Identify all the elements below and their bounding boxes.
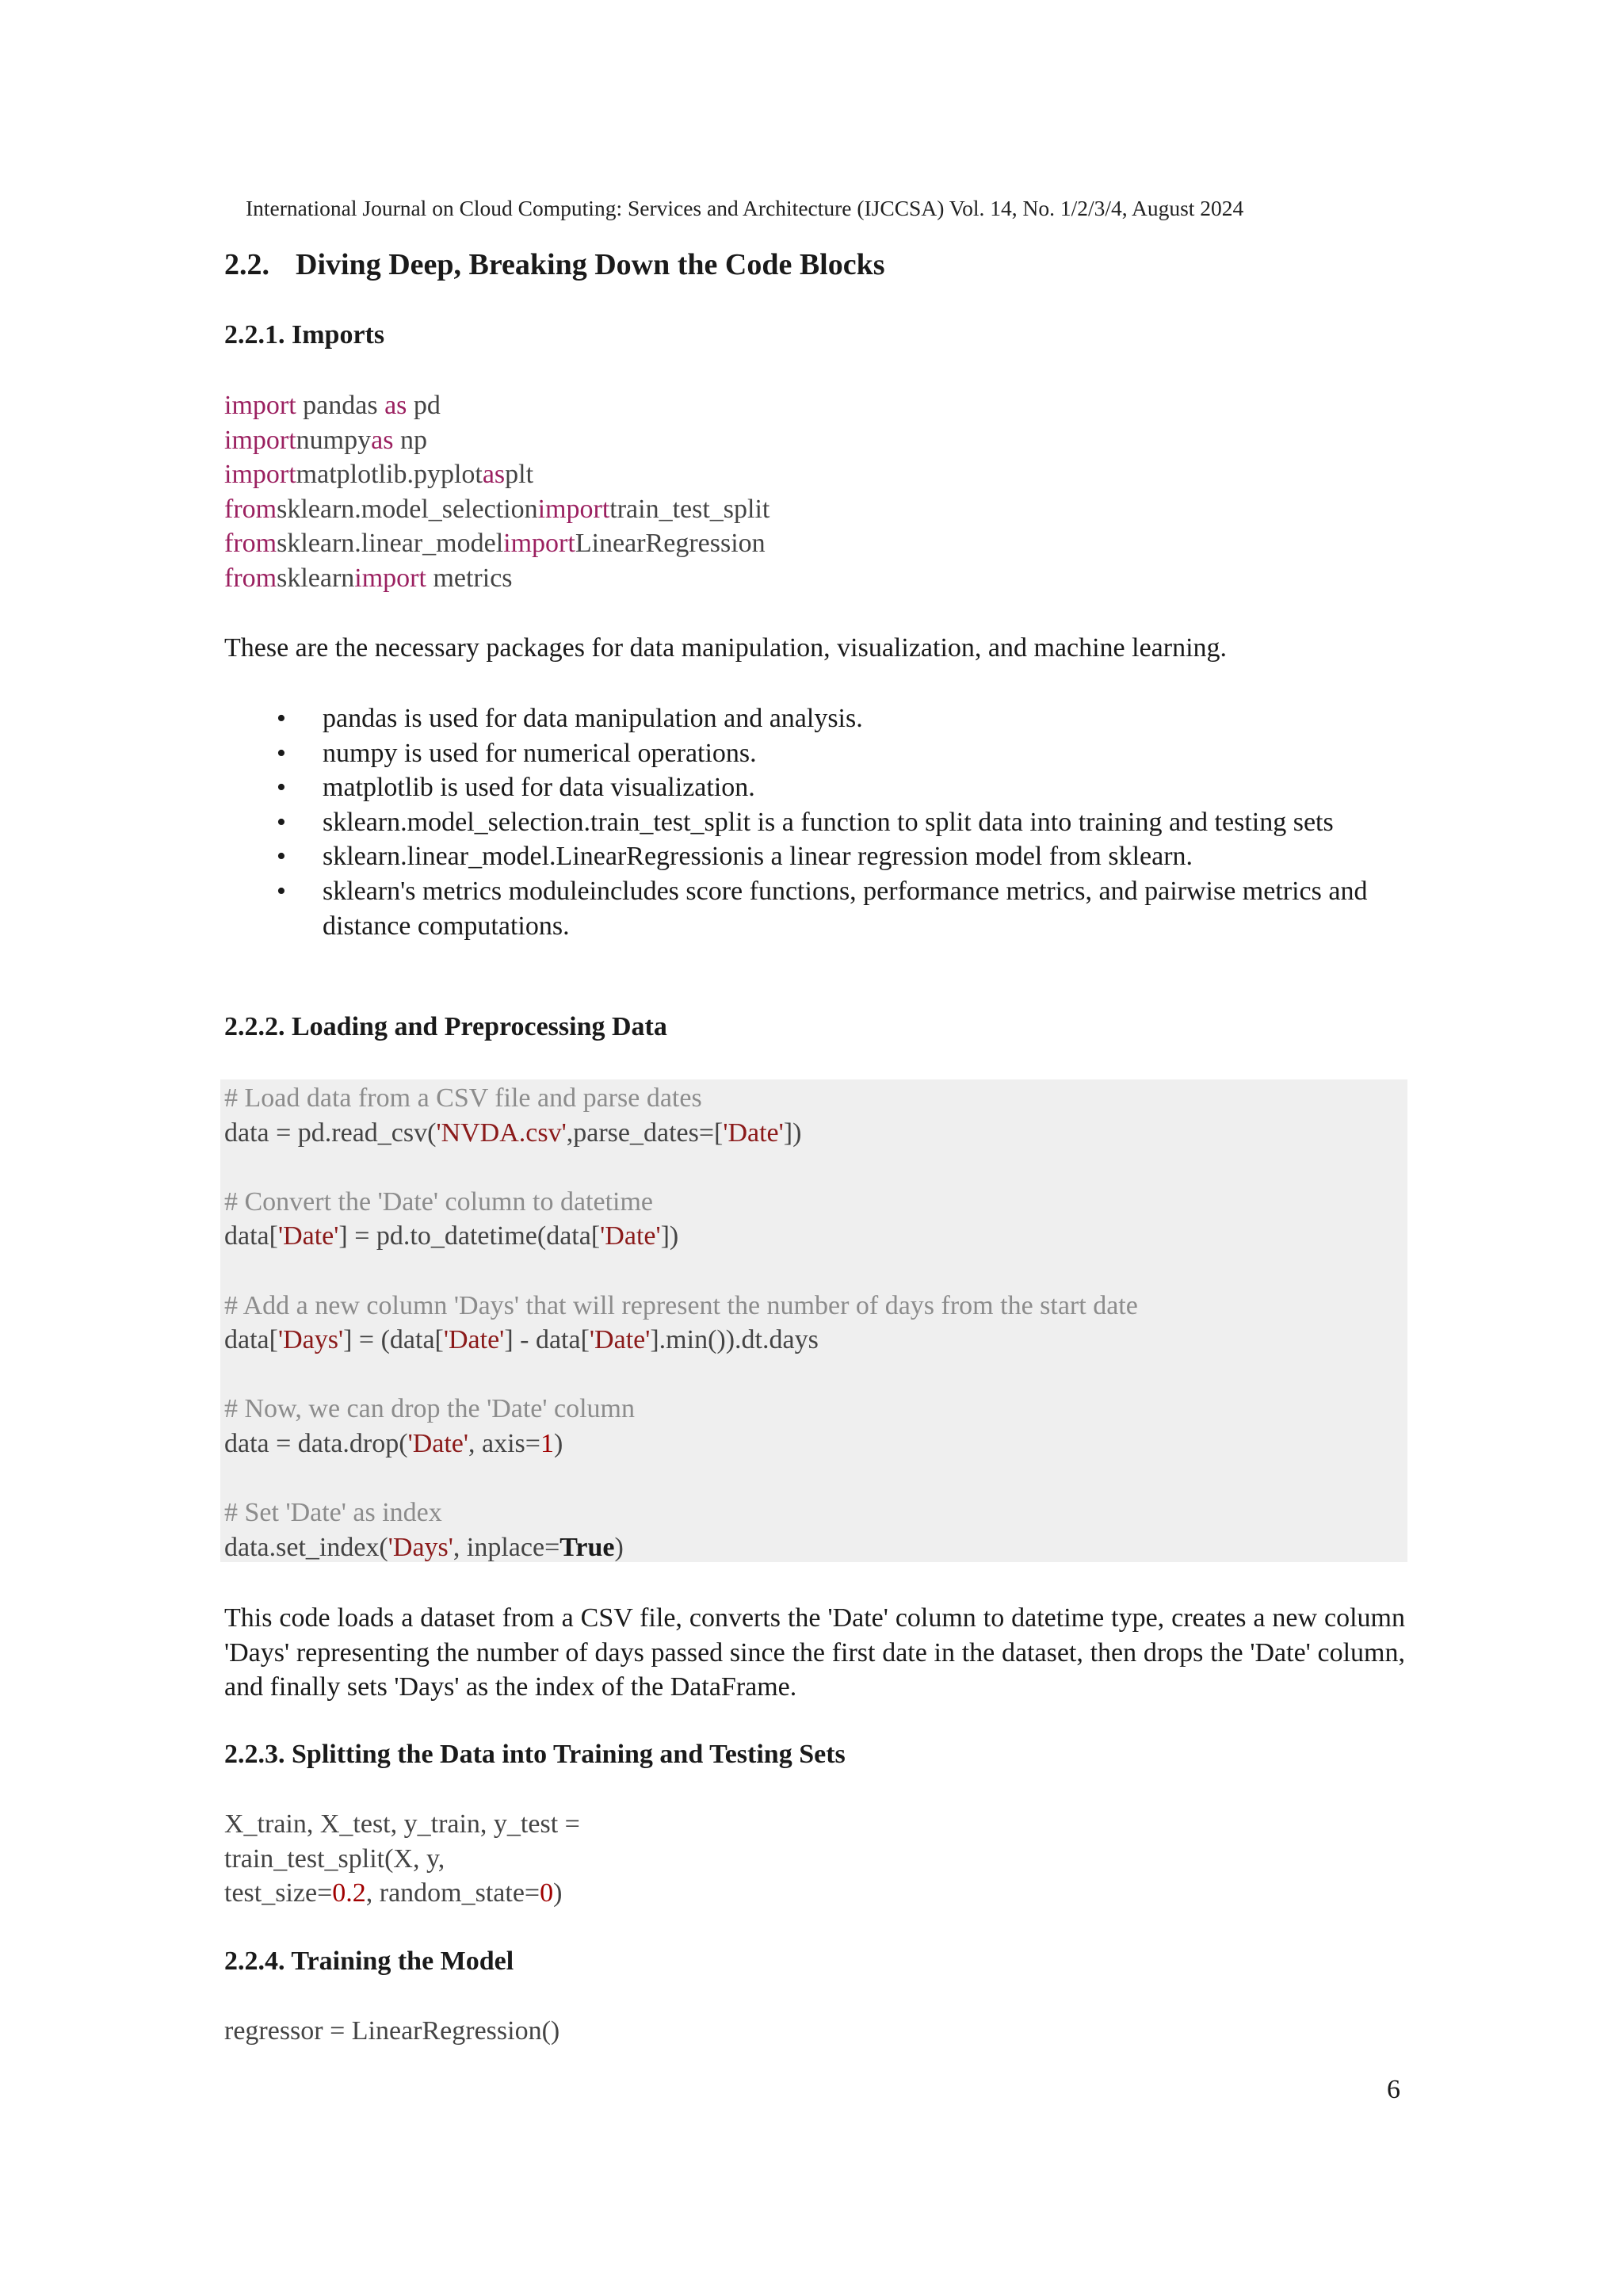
code-line (224, 1461, 1138, 1496)
section-number: 2.2. (224, 248, 269, 281)
code-line (224, 388, 769, 423)
code-line (224, 561, 769, 596)
subsection-heading-splitting: 2.2.3. Splitting the Data into Training and Testing Sets (224, 1740, 846, 1769)
code-token: ] = pd.to_datetime(data[ (338, 1221, 601, 1251)
code-token: sklearn.model_selection (277, 494, 538, 524)
code-string: 'Date' (600, 1221, 661, 1251)
code-string: 'Date' (277, 1221, 339, 1251)
code-line (224, 457, 769, 492)
code-token: np (393, 425, 427, 455)
code-token: ,parse_dates=[ (566, 1117, 724, 1148)
code-token: data[ (224, 1325, 278, 1355)
code-token: plt (505, 460, 534, 490)
code-token: True (559, 1532, 615, 1562)
code-line (224, 1150, 1138, 1185)
code-token: X_train, X_test, y_train, y_test = (224, 1809, 580, 1839)
code-line (224, 1842, 580, 1877)
code-token: ].min()).dt.days (650, 1325, 819, 1355)
code-number: 0.2 (332, 1878, 366, 1908)
code-token: , inplace= (453, 1532, 560, 1562)
code-keyword: import (224, 391, 296, 420)
bullet-item: • sklearn.model_selection.train_test_split is a function to split data into training and testing sets (224, 805, 1405, 840)
imports-code-block (224, 388, 769, 596)
code-number: 0 (540, 1878, 554, 1908)
section-heading (224, 247, 885, 282)
code-token: data[ (224, 1221, 278, 1251)
code-token: data.set_index( (224, 1532, 388, 1562)
bullet-dot: • (277, 842, 286, 872)
code-line (224, 1807, 580, 1842)
page-number: 6 (1387, 2075, 1400, 2104)
code-string: 'Days' (277, 1325, 344, 1355)
code-line (224, 526, 769, 561)
bullet-item: • sklearn's metrics moduleincludes score functions, performance metrics, and pairwise metrics and distance computations. (224, 874, 1405, 943)
code-token: ]) (783, 1117, 802, 1148)
code-token: data = data.drop( (224, 1428, 408, 1458)
bullet-item: • numpy is used for numerical operations. (224, 736, 1405, 771)
code-token: numpy (296, 425, 372, 455)
code-line (224, 1323, 1138, 1358)
code-token: train_test_split(X, y, (224, 1843, 445, 1874)
bullet-dot: • (277, 807, 286, 837)
code-keyword: import (224, 425, 296, 455)
journal-running-header: International Journal on Cloud Computing: Services and Architecture (IJCCSA) Vol. 14, No. 1/2/3/4, August 2024 (246, 196, 1244, 220)
code-token: train_test_split (609, 494, 770, 524)
bullet-dot: • (277, 773, 286, 803)
code-token: pandas (296, 391, 385, 420)
code-number: 1 (540, 1428, 554, 1458)
code-token: ) (553, 1878, 563, 1908)
bullet-item: • sklearn.linear_model.LinearRegressionis a linear regression model from sklearn. (224, 839, 1405, 874)
code-token: ) (553, 1428, 563, 1458)
code-line (224, 1289, 1138, 1324)
code-keyword: from (224, 563, 277, 593)
code-keyword: from (224, 529, 277, 559)
bullet-dot: • (277, 876, 286, 906)
code-line (224, 423, 769, 458)
bullet-item: • matplotlib is used for data visualization. (224, 770, 1405, 805)
code-line (224, 1116, 1138, 1151)
subsection-heading-training: 2.2.4. Training the Model (224, 1946, 514, 1976)
code-keyword: import (224, 460, 296, 490)
code-comment: # Set 'Date' as index (224, 1498, 442, 1528)
code-keyword: import (537, 494, 610, 524)
code-token: ]) (660, 1221, 679, 1251)
loading-code-block (224, 1081, 1138, 1564)
loading-description: This code loads a dataset from a CSV file, converts the 'Date' column to datetime type, creates a new column 'Days' representing the number of days passed since the first date in the dataset, then drops the 'Date' column, and finally sets 'Days' as the index of the DataFrame. (224, 1603, 1405, 1702)
code-token: matplotlib.pyplot (296, 460, 483, 490)
bullet-dot: • (277, 704, 286, 733)
code-keyword: as (371, 425, 394, 455)
code-token: data = pd.read_csv( (224, 1117, 437, 1148)
code-comment: # Convert the 'Date' column to datetime (224, 1186, 653, 1217)
code-line (224, 1876, 580, 1911)
code-token: ] - data[ (504, 1325, 590, 1355)
code-string: 'Date' (589, 1325, 651, 1355)
code-comment: # Load data from a CSV file and parse dates (224, 1083, 702, 1113)
code-token: LinearRegression (575, 529, 766, 559)
code-string: 'NVDA.csv' (436, 1117, 567, 1148)
code-token: , axis= (468, 1428, 540, 1458)
code-line (224, 1530, 1138, 1565)
code-keyword: from (224, 494, 277, 524)
code-line (224, 1427, 1138, 1461)
code-line (224, 1081, 1138, 1116)
imports-description: These are the necessary packages for data manipulation, visualization, and machine learning. (224, 633, 1228, 663)
code-string: 'Date' (443, 1325, 505, 1355)
code-string: 'Date' (407, 1428, 469, 1458)
code-token: regressor = LinearRegression() (224, 2016, 560, 2046)
code-string: 'Date' (723, 1117, 784, 1148)
code-keyword: import (503, 529, 575, 559)
code-token: ] = (data[ (343, 1325, 444, 1355)
code-line (224, 1219, 1138, 1254)
code-keyword: as (482, 460, 506, 490)
code-comment: # Now, we can drop the 'Date' column (224, 1394, 636, 1424)
bullet-dot: • (277, 738, 286, 768)
package-bullet-list (224, 701, 1405, 943)
code-keyword: import (354, 563, 426, 593)
code-token: metrics (426, 563, 513, 593)
bullet-item: • pandas is used for data manipulation and analysis. (224, 701, 1405, 736)
code-line (224, 492, 769, 527)
code-token: test_size= (224, 1878, 333, 1908)
subsection-heading-imports: 2.2.1. Imports (224, 320, 385, 350)
code-comment: # Add a new column 'Days' that will represent the number of days from the start date (224, 1290, 1138, 1320)
code-token: pd (407, 391, 441, 420)
code-string: 'Days' (388, 1532, 453, 1562)
section-title: Diving Deep, Breaking Down the Code Blocks (296, 248, 885, 281)
code-keyword: as (384, 391, 407, 420)
code-token: sklearn (277, 563, 355, 593)
training-code-block (224, 2014, 559, 2049)
code-token: ) (614, 1532, 624, 1562)
splitting-code-block (224, 1807, 580, 1911)
code-line (224, 1185, 1138, 1220)
code-line (224, 1496, 1138, 1530)
code-line (224, 1254, 1138, 1289)
subsection-heading-loading: 2.2.2. Loading and Preprocessing Data (224, 1012, 667, 1041)
code-line (224, 1358, 1138, 1392)
code-token: , random_state= (365, 1878, 540, 1908)
code-line (224, 1392, 1138, 1427)
code-token: sklearn.linear_model (277, 529, 504, 559)
code-line (224, 2014, 559, 2049)
